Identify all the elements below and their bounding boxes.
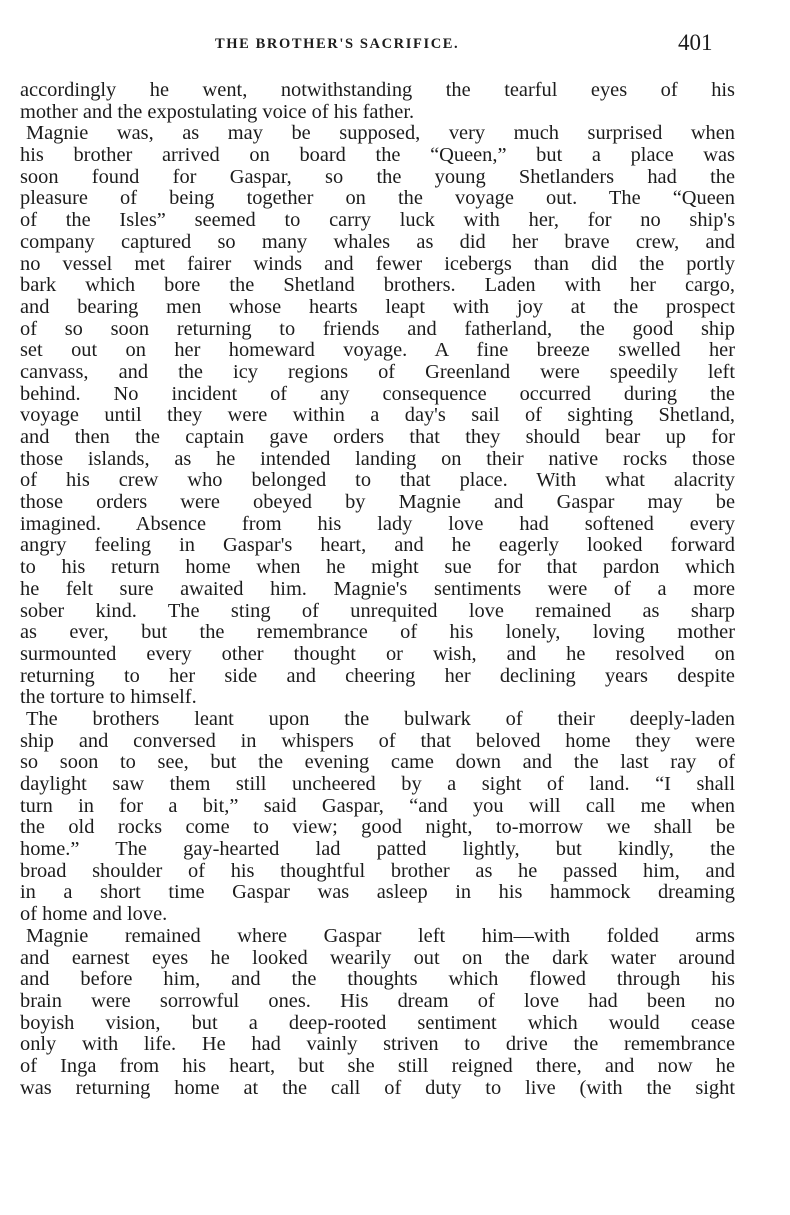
text-line: the torture to himself. — [20, 686, 197, 709]
text-line: of so soon returning to friends and fatherland, the good ship — [20, 317, 735, 340]
text-line: and earnest eyes he looked wearily out on the dark water around — [20, 946, 735, 969]
text-line: and bearing men whose hearts leapt with joy at the prospect — [20, 295, 735, 318]
text-line: no vessel met fairer winds and fewer icebergs than did the portly — [20, 252, 735, 275]
text-line: was returning home at the call of duty to live (with the sight — [20, 1076, 735, 1099]
text-line: in a short time Gaspar was asleep in his hammock dreaming — [20, 881, 735, 904]
text-line: pleasure of being together on the voyage out. The “Queen — [20, 187, 735, 210]
text-line: soon found for Gaspar, so the young Shetlanders had the — [20, 165, 735, 188]
text-line: Magnie was, as may be supposed, very much surprised when — [26, 122, 735, 145]
text-line: accordingly he went, notwithstanding the tearful eyes of his — [20, 79, 735, 101]
text-line: angry feeling in Gaspar's heart, and he eagerly looked forward — [20, 534, 735, 557]
text-line: mother and the expostulating voice of his father. — [20, 100, 415, 123]
text-line: returning to her side and cheering her declining years despite — [20, 664, 735, 687]
text-line: of his crew who belonged to that place. With what alacrity — [20, 469, 735, 492]
text-line: of Inga from his heart, but she still reigned there, and now he — [20, 1054, 735, 1077]
text-line: boyish vision, but a deep-rooted sentiment which would cease — [20, 1011, 735, 1034]
page-number: 401 — [678, 30, 713, 55]
text-line: turn in for a bit,” said Gaspar, “and you will call me when — [20, 794, 735, 817]
text-line: and before him, and the thoughts which flowed through his — [20, 968, 735, 991]
body-text — [20, 80, 735, 1099]
text-line: imagined. Absence from his lady love had softened every — [20, 512, 735, 535]
text-line: and then the captain gave orders that they should bear up for — [20, 426, 735, 448]
running-head — [0, 30, 790, 60]
text-line: canvass, and the icy regions of Greenland were speedily left — [20, 360, 735, 383]
text-line: company captured so many whales as did her brave crew, and — [20, 230, 735, 253]
running-title: THE BROTHER'S SACRIFICE. — [215, 36, 460, 52]
text-line: those islands, as he intended landing on their native rocks those — [20, 447, 735, 470]
text-line: The brothers leant upon the bulwark of their deeply-laden — [26, 707, 735, 730]
text-line: only with life. He had vainly striven to drive the remembrance — [20, 1033, 735, 1056]
text-line: behind. No incident of any consequence occurred during the — [20, 382, 735, 405]
text-line: surmounted every other thought or wish, and he resolved on — [20, 642, 735, 665]
text-line: as ever, but the remembrance of his lonely, loving mother — [20, 621, 735, 644]
text-line: set out on her homeward voyage. A fine breeze swelled her — [20, 339, 735, 362]
text-line: bark which bore the Shetland brothers. Laden with her cargo, — [20, 274, 735, 297]
text-line: daylight saw them still uncheered by a sight of land. “I shall — [20, 773, 735, 795]
text-line: to his return home when he might sue for that pardon which — [20, 556, 735, 579]
text-line: broad shoulder of his thoughtful brother as he passed him, and — [20, 859, 735, 882]
text-line: sober kind. The sting of unrequited love remained as sharp — [20, 599, 735, 622]
text-line: of home and love. — [20, 903, 168, 926]
text-line: home.” The gay-hearted lad patted lightly, but kindly, the — [20, 838, 735, 861]
text-line: his brother arrived on board the “Queen,” but a place was — [20, 144, 735, 167]
text-line: the old rocks come to view; good night, to-morrow we shall be — [20, 816, 735, 839]
text-line: those orders were obeyed by Magnie and Gaspar may be — [20, 491, 735, 514]
text-line: so soon to see, but the evening came down and the last ray of — [20, 751, 735, 774]
text-line: he felt sure awaited him. Magnie's sentiments were of a more — [20, 577, 735, 600]
text-line: voyage until they were within a day's sail of sighting Shetland, — [20, 404, 735, 427]
text-line: ship and conversed in whispers of that beloved home they were — [20, 729, 735, 752]
text-line: of the Isles” seemed to carry luck with her, for no ship's — [20, 209, 735, 232]
text-line: brain were sorrowful ones. His dream of love had been no — [20, 989, 735, 1012]
text-line: Magnie remained where Gaspar left him—with folded arms — [26, 924, 735, 947]
